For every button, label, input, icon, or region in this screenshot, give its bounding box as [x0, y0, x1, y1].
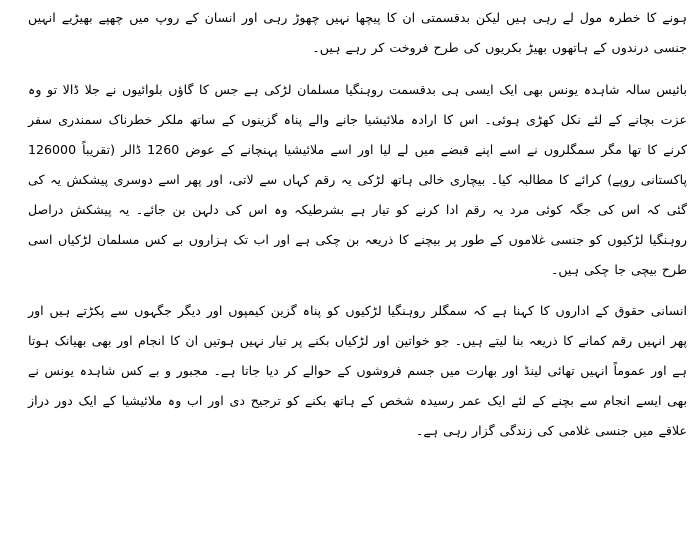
article-paragraph-1: ہونے کا خطرہ مول لے رہی ہیں لیکن بدقسمتی ان کا پیچھا نہیں چھوڑ رہی اور انسان کے روپ میں چھپے بھیڑیے انہیں جنسی درندوں کے ہاتھوں بھیڑ بکریوں کی طرح فروخت کر رہے ہیں۔: [28, 10, 687, 55]
article-paragraph-2: بائیس سالہ شاہدہ یونس بھی ایک ایسی ہی بدقسمت روہنگیا مسلمان لڑکی ہے جس کا گاؤں بلوائیوں نے جلا ڈالا تو وہ عزت بچانے کے لئے نکل کھڑی ہوئی۔ اس کا ارادہ ملائیشیا جانے والے پناہ گزینوں کے ساتھ ملکر خطرناک سمندری سفر کرنے کا تھا مگر سمگلروں نے اسے اپنے قبضے میں لے لیا اور اسے ملائیشیا پہنچانے کے عوض 1260 ڈالر (تقریباً 126000 پاکستانی روپے) کرائے کا مطالبہ کیا۔ بیچاری خالی ہاتھ لڑکی یہ رقم کہاں سے لاتی، اور پھر اسے دوسری پیشکش یہ کی گئی کہ اس کی جگہ کوئی مرد یہ رقم ادا کرنے کو تیار ہے بشرطیکہ وہ اس کی دلہن بن جائے۔ یہ پیشکش دراصل روہنگیا لڑکیوں کو جنسی غلاموں کے طور پر بیچنے کا ذریعہ بن چکی ہے اور اب تک ہزاروں بے کس مسلمان لڑکیاں اسی طرح بیچی جا چکی ہیں۔: [28, 82, 687, 277]
article-paragraph-3: انسانی حقوق کے اداروں کا کہنا ہے کہ سمگلر روہنگیا لڑکیوں کو پناہ گزین کیمپوں اور دیگر جگہوں سے پکڑتے ہیں اور پھر انہیں رقم کمانے کا ذریعہ بنا لیتے ہیں۔ جو خواتین اور لڑکیاں بکنے پر تیار نہیں ہوتیں ان کا انجام اور بھی بھیانک ہوتا ہے اور عموماً انہیں تھائی لینڈ اور بھارت میں جسم فروشوں کے حوالے کر دیا جاتا ہے۔ مجبور و بے کس شاہدہ یونس نے بھی ایسے انجام سے بچنے کے لئے ایک عمر رسیدہ شخص کے ہاتھ بکنے کو ترجیح دی اور اب وہ ملائیشیا کے ایک دور دراز علاقے میں جنسی غلامی کی زندگی گزار رہی ہے۔: [28, 303, 687, 438]
